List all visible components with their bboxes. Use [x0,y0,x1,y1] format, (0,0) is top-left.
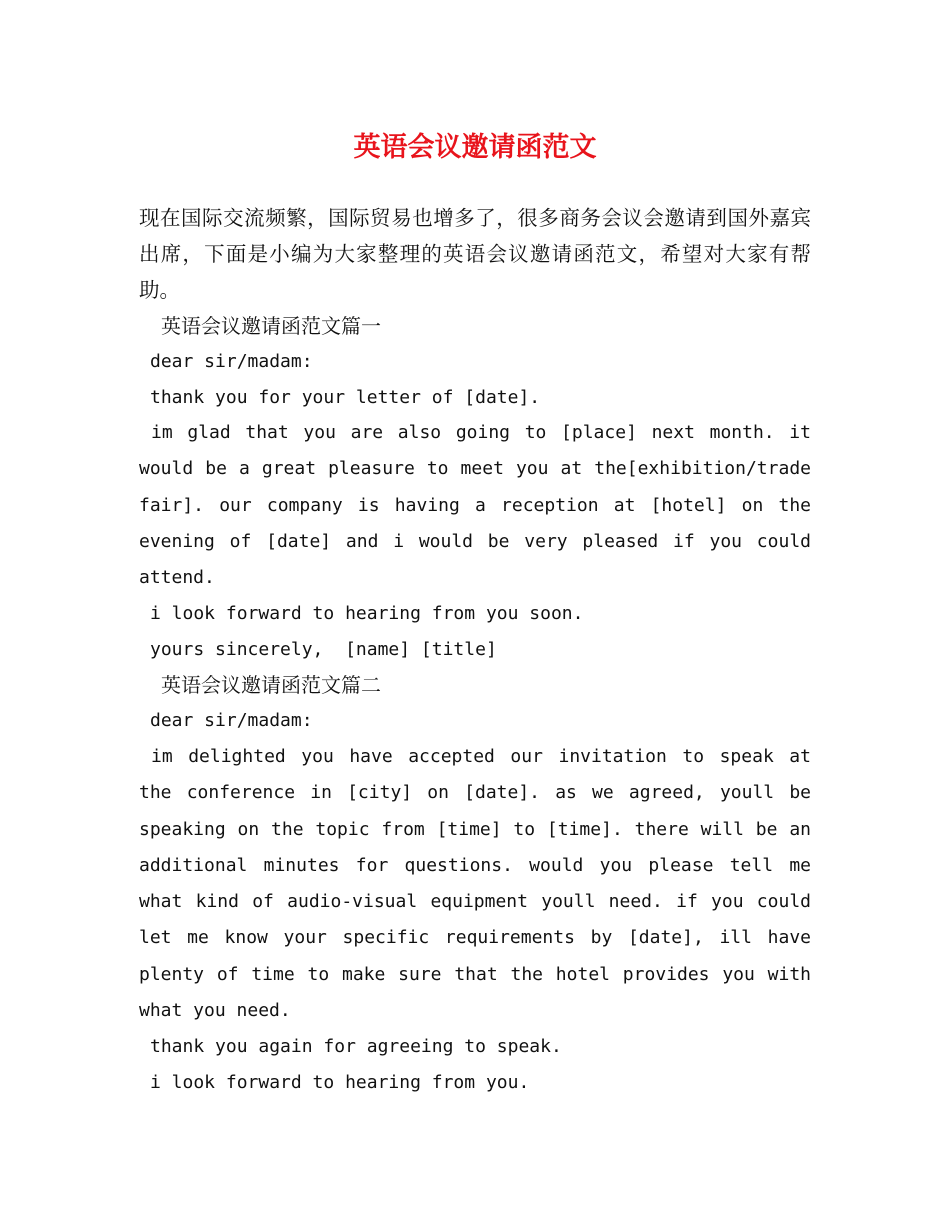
letter1-paragraph: im glad that you are also going to [place] next month. it would be a great pleasure to meet you at the[exhibition/trade fair]. our company is having a reception at [hotel] on the evening of [date] and i would be very pleased if you could attend. [139,422,811,589]
document-title: 英语会议邀请函范文 [353,132,597,163]
letter2-salutation: dear sir/madam: [150,710,313,732]
letter1-line1: thank you for your letter of [date]. [150,386,541,408]
letter2-paragraph: im delighted you have accepted our invitation to speak at the conference in [city] on [date]. as we agreed, youll be speaking on the topic from [time] to [time]. there will be an additional minutes for questions. would you please tell me what kind of audio-visual equipment youll need. if you could let me know your specific requirements by [date], ill have plenty of time to make sure that the hotel provides you with what you need. [139,745,811,1022]
letter1-heading: 英语会议邀请函范文篇一 [161,314,381,338]
intro-paragraph: 现在国际交流频繁，国际贸易也增多了，很多商务会议会邀请到国外嘉宾出席，下面是小编为大家整理的英语会议邀请函范文，希望对大家有帮助。 [139,206,811,302]
document-body [139,200,811,1100]
letter1-signoff: yours sincerely, [name] [title] [150,638,497,660]
letter1-salutation: dear sir/madam: [150,351,313,372]
letter2-thanks-line: thank you again for agreeing to speak. [150,1036,562,1058]
letter2-heading: 英语会议邀请函范文篇二 [161,673,381,698]
letter2-closing-line: i look forward to hearing from you. [150,1071,530,1093]
letter1-closing-line: i look forward to hearing from you soon. [150,603,584,625]
